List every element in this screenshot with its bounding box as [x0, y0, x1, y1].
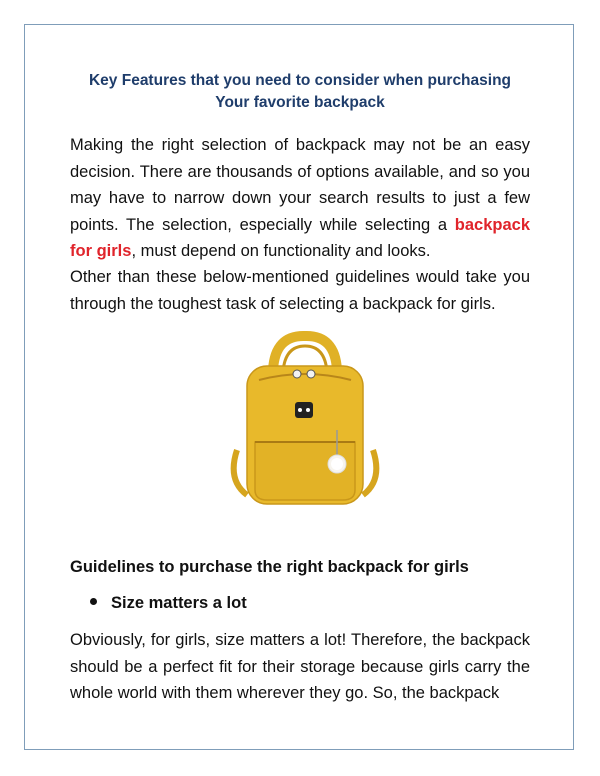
- bullet-label: Size matters a lot: [111, 594, 247, 612]
- bullet-item-size: [90, 592, 247, 614]
- guidelines-heading: Guidelines to purchase the right backpack for girls: [70, 558, 469, 576]
- bullet-icon: [90, 598, 97, 605]
- size-paragraph: Obviously, for girls, size matters a lot! Therefore, the backpack should be a perfect fit for their storage because girls carry the whole world with them wherever they go. So, the backpack: [70, 631, 530, 702]
- intro-paragraph: [70, 132, 530, 265]
- title-line-1: Key Features that you need to consider when purchasing: [88, 72, 512, 89]
- backpack-for-girls-link[interactable]: backpack for girls: [70, 215, 530, 260]
- yellow-backpack-image: [225, 330, 385, 510]
- intro-text-start: Making the right selection of backpack may not be an easy decision. There are thousands of options available, and so you may have to narrow down your search results to just a few points. The selection, especially while selecting a: [70, 136, 530, 234]
- intro-text-end: , must depend on functionality and looks.: [131, 242, 431, 260]
- document-title: [60, 70, 540, 114]
- guidelines-intro-paragraph: Other than these below-mentioned guidelines would take you through the toughest task of selecting a backpack for girls.: [70, 268, 530, 313]
- title-line-2: Your favorite backpack: [215, 94, 385, 111]
